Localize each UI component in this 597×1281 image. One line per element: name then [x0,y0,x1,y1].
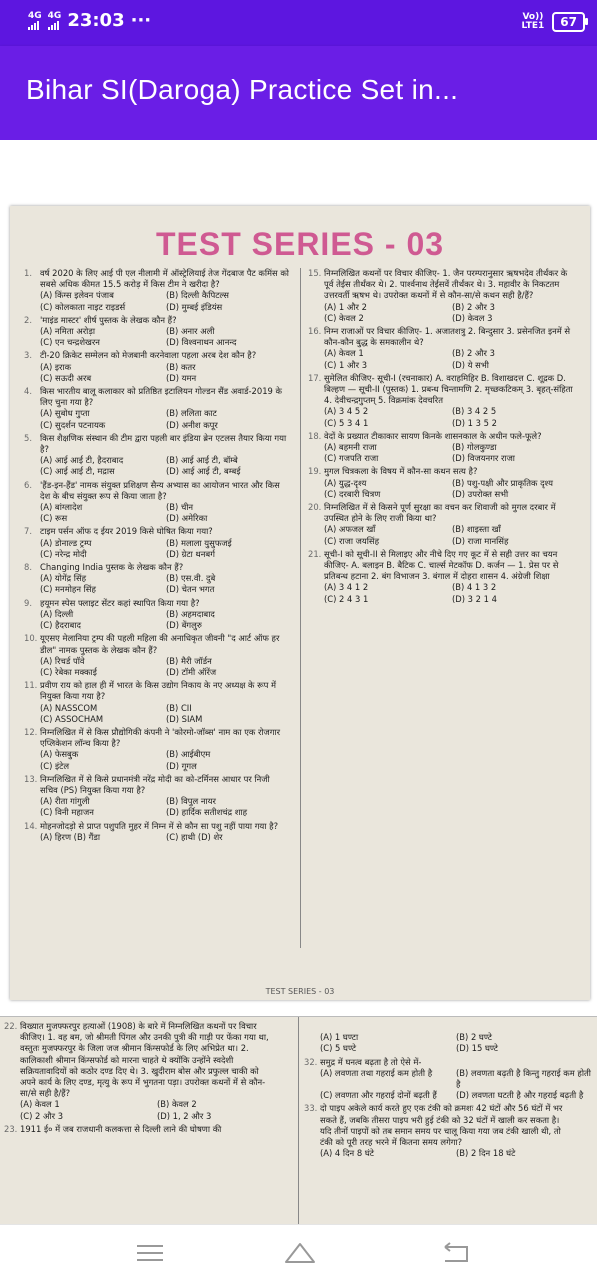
option-list [4,1099,294,1121]
question-text: निम्नलिखित कथनों पर विचार कीजिए- 1. जैन परम्परानुसार ऋषभदेव तीर्थंकर के पूर्व तेईस तीर्थंकर थे। 2. पार्श्वनाथ तेईसवें तीर्थंकर थे। 3. महावीर के निकटतम उत्तरवर्ती ऋषभ थे। उपरोक्त कथनों में से कौन-सा/से कथन सही है/हैं? [324,268,568,301]
option-list [24,326,292,348]
option: (C) नरेन्द्र मोदी [40,548,87,559]
option-list [24,609,292,631]
option: (C) सऊदी अरब [40,372,92,383]
page2-left-column [4,1021,294,1137]
option: (B) शाइस्ता खाँ [452,524,501,535]
option-list [24,362,292,384]
option: (B) 4 1 3 2 [452,582,497,593]
question-number: 12. [24,726,38,737]
question-number: 20. [308,502,322,513]
option: (B) पशु-पक्षी और प्राकृतिक दृश्य [452,477,553,488]
question-number: 11. [24,680,38,691]
option: (B) अनार अली [166,326,215,337]
question-number: 4. [24,386,32,397]
option: (C) सुदर्शन पटनायक [40,419,106,430]
series-title: TEST SERIES - 03 [155,226,445,262]
option: (C) केवल 2 [324,312,364,323]
option: (D) टॉमी ऑरेंज [166,666,217,677]
option: (D) गूगल [166,760,197,771]
question-number: 15. [308,268,322,278]
option: (A) युद्ध-दृश्य [324,477,367,488]
battery-icon: 67 [552,12,585,32]
option: (B) एस.वी. दुबे [166,573,216,584]
option: (A) केवल 1 [324,348,364,359]
option: (A) इराक [40,361,72,372]
option: (C) गजपति राजा [324,453,379,464]
question-number: 19. [308,466,322,477]
option: (D) हार्दिक सतीशचंद्र शाह [166,807,248,818]
option: (A) NASSCOM [40,702,98,713]
question-item [24,633,292,678]
question-text: निम्नलिखित में से किसे प्रधानमंत्री नरेंद्र मोदी का को-टर्मिनस आधार पर निजी सचिव (PS) नियुक्त किया गया है? [40,773,270,795]
option: (D) यमन [166,372,197,383]
option: (D) 15 घण्टे [456,1043,499,1054]
option: (B) CII [166,702,192,713]
option: (D) राजा मानसिंह [452,535,509,546]
option: (B) आईबीएम [166,749,211,760]
option: (C) 2 4 3 1 [324,593,369,604]
question-text: 'माइंड मास्टर' शीर्ष पुस्तक के लेखक कौन हैं? [40,314,177,325]
option-list [304,1148,592,1159]
question-number: 1. [24,268,32,278]
question-number: 2. [24,314,32,325]
question-item [24,480,292,525]
question-number: 17. [308,372,322,383]
signal-icon-2: 4G [48,12,62,30]
option-list [308,302,580,324]
option-list [24,796,292,818]
option-list [24,455,292,477]
option-list [308,348,580,370]
status-left [28,10,151,31]
question-text: यूएसए मेलानिया ट्रम्प की पहली महिला की अनाधिकृत जीवनी "द आर्ट ऑफ हर डील" नामक पुस्तक के लेखक कौन हैं? [40,633,280,655]
option: (C) इंटेल [40,760,70,771]
option: (B) अहमदाबाद [166,608,215,619]
question-text: समुद्र में घनत्व बढ़ता है तो ऐसे में- [320,1056,422,1067]
question-text: मोहनजोदड़ो से प्राप्त पशुपति मुहर में निम्न में से कौन सा पशु नहीं पाया गया है? [40,820,279,831]
status-dots: ··· [130,10,152,31]
option-list [24,502,292,524]
option: (A) रिचर्ड पॉवे [40,655,85,666]
option: (A) 3 4 1 2 [324,582,369,593]
option-list [304,1032,592,1054]
option: (B) मलाला युसुफजई [166,537,232,548]
option: (B) 2 और 3 [452,301,495,312]
question-item [4,1124,294,1135]
option-list [24,408,292,430]
question-item [304,1021,592,1055]
document-page-1 [10,206,590,1000]
column-divider [300,268,301,948]
question-number: 16. [308,326,322,337]
option: (D) ये सभी [452,359,489,370]
option: (B) दिल्ली कैपिटल्स [166,290,229,301]
option-list [308,524,580,546]
question-number: 32. [304,1056,318,1067]
option: (D) अनीश कपूर [166,419,218,430]
question-number: 3. [24,350,32,361]
option: (A) दिल्ली [40,608,74,619]
question-item [308,431,580,465]
option: (B) ललिता काट [166,408,217,419]
question-text: टी-20 क्रिकेट सम्मेलन को मेजबानी करनेवाला पहला अरब देश कौन है? [40,350,257,361]
question-text: विख्यात मुजफ्फरपुर हत्याओं (1908) के बारे में निम्नलिखित कथनों पर विचार कीजिए। 1. वह बम, जो श्रीमती पिंगल और उनकी पुत्री की गाड़ी पर फेंका गया था, वस्तुतः मुजफ्फरपुर के जिला जज श्रीमान किंग्सफोर्ड के लिए अभिप्रेत था। 2. कालिकाशी श्रीमान किंग्सफोर्ड को मारना चाहते थे क्योंकि उन्होंने स्वदेशी सक्रियतावादियों को कठोर दण्ड दिए थे। 3. खुदीराम बोस और प्रफुल्ल चाकी को अपने कार्य के लिए दण्ड, मृत्यु के रूप में भुगतना पड़ा। उपरोक्त कथनों में से कौन-सा/से सही है/हैं? [20,1021,269,1099]
option: (D) 1, 2 और 3 [157,1110,212,1121]
option: (D) विजयनगर राजा [452,453,515,464]
menu-icon[interactable] [130,1237,170,1269]
option: (D) विश्वनाथन आनन्द [166,337,237,348]
question-item [24,821,292,843]
question-text: वेदों के प्रख्यात टीकाकार सायण किनके शासनकाल के अधीन फले-फूले? [324,430,542,441]
option: (D) चेतन भगत [166,584,215,595]
option: (A) 1 और 2 [324,301,367,312]
question-text: सूची-I को सूची-II से मिलाइए और नीचे दिए गए कूट में से सही उत्तर का चयन कीजिए- A. बलाइन B. बैटिक C. चार्ल्स मेटकॉफ D. कर्जन — 1. प्रेस पर से प्रतिबन्ध हटाना 2. बंग विभाजन 3. बंगाल में दोहरा शासन 4. अंग्रेजी शिक्षा [324,548,559,582]
signal-icon-1: 4G [28,12,42,30]
option: (C) 5 3 4 1 [324,417,369,428]
question-item [24,774,292,819]
question-number: 10. [24,633,38,644]
option: (C) आई आई टी, मद्रास [40,466,115,477]
option: (B) 2 घण्टे [456,1032,492,1043]
option-list [308,582,580,604]
option: (C) मनमोहन सिंह [40,584,96,595]
option: (A) सुबोध गुप्ता [40,408,90,419]
question-item [24,680,292,725]
question-item [308,502,580,547]
question-text: निम्नलिखित में से किसने पूर्ण सुरक्षा का वचन कर शिवाजी को मुगल दरबार में उपस्थित होने के लिए राजी किया था? [324,502,556,524]
question-item [308,549,580,605]
option: (D) 1 3 5 2 [452,417,497,428]
column-divider [298,1017,299,1224]
question-item [24,727,292,772]
question-number: 18. [308,430,322,441]
question-text: टाइम पर्सन ऑफ द ईयर 2019 किसे घोषित किया गया? [40,526,213,537]
option: (C) विनी महाजन [40,807,94,818]
question-text: दो पाइप अकेले कार्य करते हुए एक टंकी को क्रमशः 42 घंटों और 56 घंटों में भर सकते हैं, जबकि तीसरा पाइप भरी हुई टंकी को 32 घंटों में खाली कर सकता है। यदि तीनों पाइपों को तब समान समय पर चालू किया गया जब टंकी खाली थी, तो टंकी को पूरी तरह भरने में कितना समय लगेगा? [320,1103,563,1148]
option-list [24,703,292,725]
option: (A) केवल 1 [20,1099,60,1110]
option: (A) बांग्लादेश [40,502,83,513]
question-number: 14. [24,820,38,831]
option: (B) 2 और 3 [452,348,495,359]
question-text: निम्नलिखित में से किस प्रौद्योगिकी कंपनी ने 'कोरमो-जॉब्स' नाम का एक रोजगार एप्लिकेशन लॉन्च किया है? [40,726,281,749]
option: (A) 3 4 5 2 [324,406,369,417]
left-question-column [24,268,292,845]
option: (D) ग्रेटा थनबर्ग [166,548,215,559]
option: (B) मैरी जॉर्डन [166,655,212,666]
question-text: हयूमन स्पेस फ्लाइट सेंटर कहां स्थापित किया गया है? [40,597,200,608]
question-number: 13. [24,773,38,784]
status-time: 23:03 [67,10,125,31]
option: (C) रूस [40,513,68,524]
option-list [24,832,292,843]
option: (A) रीता गांगुली [40,796,90,807]
app-bar [0,46,597,140]
question-item [24,526,292,560]
option: (B) 3 4 2 5 [452,406,497,417]
option: (C) दरबारी चित्रण [324,488,381,499]
question-number: 21. [308,548,322,559]
option: (D) लवणता घटती है और गहराई बढ़ती है [456,1090,584,1101]
question-item [24,386,292,431]
option: (A) अफजल खाँ [324,524,376,535]
option: (C) एन चन्द्रशेखरन [40,337,100,348]
question-item [4,1021,294,1122]
question-number: 33. [304,1103,318,1114]
option: (A) आई आई टी, हैदराबाद [40,455,124,466]
question-item [308,268,580,324]
option: (A) किंग्स इलेवन पंजाब [40,290,114,301]
option: (A) हिरण (B) गैंडा [40,831,100,842]
question-number: 5. [24,432,32,443]
question-item [308,466,580,500]
question-item [304,1057,592,1102]
option: (A) 1 घण्टा [320,1032,359,1043]
question-item [304,1103,592,1159]
option-list [308,442,580,464]
question-number: 6. [24,479,32,490]
option: (A) डोनाल्ड ट्रम्प [40,537,92,548]
option-list [308,406,580,428]
question-number: 9. [24,597,32,608]
option: (A) बहमनी राजा [324,442,377,453]
option: (D) SIAM [166,713,203,724]
option: (D) उपरोक्त सभी [452,488,509,499]
option: (C) हैदराबाद [40,620,81,631]
question-item [24,598,292,632]
question-text: 1911 ई० में जब राजधानी कलकत्ता से दिल्ली लाने की घोषणा की [20,1123,222,1134]
document-viewer[interactable] [0,140,597,1224]
option: (D) बेंगलुरु [166,620,202,631]
system-nav-bar [0,1224,597,1281]
option: (D) 3 2 1 4 [452,593,497,604]
option: (C) लवणता और गहराई दोनों बढ़ती हैं [320,1090,437,1101]
app-title: Bihar SI(Daroga) Practice Set in... [26,74,459,105]
option: (D) मुम्बई इंडियंस [166,301,223,312]
page-footer: TEST SERIES - 03 [265,987,335,996]
option: (A) योगेंद्र सिंह [40,573,87,584]
option: (D) अमेरिका [166,513,208,524]
option: (B) 2 दिन 18 घंटे [456,1148,516,1159]
question-item [24,562,292,596]
option: (C) ASSOCHAM [40,713,104,724]
home-icon[interactable] [280,1237,320,1269]
option: (B) विपुल नायर [166,796,216,807]
page2-right-column [304,1021,592,1161]
question-text: मुगल चित्रकला के विषय में कौन-सा कथन सत्य है? [324,466,478,477]
question-number: 22. [4,1021,18,1031]
option-list [304,1068,592,1102]
question-text: सुमेलित कीजिए- सूची-I (रचनाकार) A. वराहमिहिर B. विशाखदत्त C. शूद्रक D. बिल्हण — सूची-II (पुस्तक) 1. प्रबन्ध चिन्तामणि 2. मृच्छकटिकम् 3. बृहत्-संहिता 4. देवीचन्द्रगुप्तम् 5. विक्रमांक देवचरित [324,372,573,406]
question-item [24,433,292,478]
option: (B) केवल 2 [157,1099,197,1110]
option-list [24,656,292,678]
option-list [24,290,292,312]
option: (D) आई आई टी, बम्बई [166,466,241,477]
option: (C) कोलकाता नाइट राइडर्स [40,301,126,312]
option: (C) 2 और 3 [20,1110,64,1121]
volte-icon: Vo)) LTE1 [521,12,545,31]
option: (B) कतर [166,361,196,372]
option: (A) 4 दिन 8 घंटे [320,1148,375,1159]
option: (C) रेबेका मक्काई [40,666,97,677]
option: (C) 5 घण्टे [320,1043,357,1054]
status-bar [0,0,597,46]
document-page-2 [0,1016,597,1224]
option: (B) लवणता बढ़ती है किन्तु गहराई कम होती है [456,1067,591,1090]
right-question-column [308,268,580,607]
question-number: 23. [4,1123,18,1134]
back-icon[interactable] [436,1237,476,1269]
question-item [24,350,292,384]
option-list [308,478,580,500]
option: (B) गोलकुण्डा [452,442,497,453]
option: (A) फेसबुक [40,749,79,760]
status-right [522,12,586,32]
question-text: निम्न राजाओं पर विचार कीजिए- 1. अजातशत्रु 2. बिन्दुसार 3. प्रसेनजित इनमें से कौन-कौन बुद्ध के समकालीन थे? [324,326,571,348]
question-number: 7. [24,526,32,537]
option: (C) हाथी (D) शेर [166,831,223,842]
question-text: प्रवीण राय को हाल ही में भारत के किस उद्योग निकाय के नए अध्यक्ष के रूप में नियुक्त किया गया है? [40,680,277,702]
option: (A) लवणता तथा गहराई कम होती है [320,1067,433,1078]
question-text: किस भारतीय बालू कलाकार को प्रतिष्ठित इटालियन गोल्डन सैंड अवार्ड-2019 के लिए चुना गया है? [40,386,282,408]
question-text: 'हैंड-इन-हैंड' नामक संयुक्त प्रशिक्षण सैन्य अभ्यास का आयोजन भारत और किस देश के बीच संयुक्त रूप से किया जाता है? [40,479,280,501]
question-item [308,326,580,371]
question-item [24,315,292,349]
question-item [24,268,292,313]
question-text: किस शैक्षणिक संस्थान की टीम द्वारा पहली बार इंडिया ब्रेन एटलस तैयार किया गया है? [40,432,287,455]
option: (A) नमिता अरोड़ा [40,326,95,337]
option: (D) केवल 3 [452,312,493,323]
question-item [308,373,580,429]
option-list [24,538,292,560]
option: (C) 1 और 3 [324,359,368,370]
question-number: 8. [24,562,32,573]
question-text: Changing India पुस्तक के लेखक कौन हैं? [40,562,184,573]
option-list [24,573,292,595]
question-text: वर्ष 2020 के लिए आई पी एल नीलामी में ऑस्ट्रेलियाई तेज गेंदबाज पैट कमिंस को सबसे अधिक कीमत 15.5 करोड़ में किस टीम ने खरीदा है? [40,268,289,290]
option-list [24,749,292,771]
option: (B) आई आई टी, बॉम्बे [166,455,238,466]
option: (C) राजा जयसिंह [324,535,380,546]
option: (B) चीन [166,502,194,513]
